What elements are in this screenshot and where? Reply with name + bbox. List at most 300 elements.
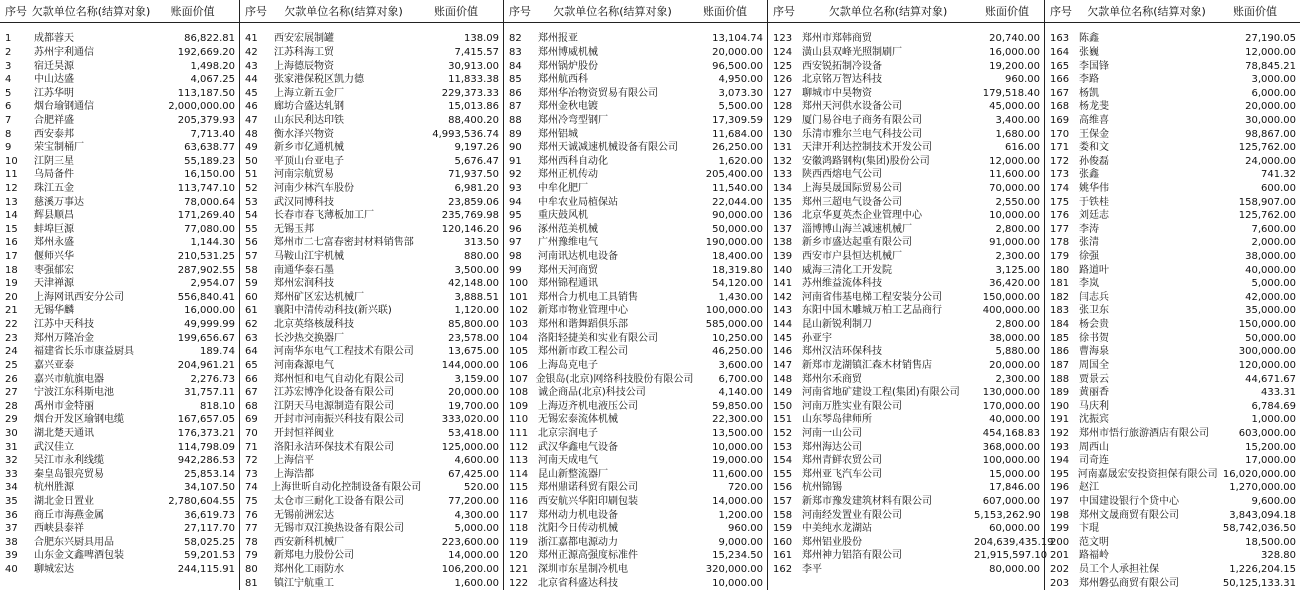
table-body — [1045, 23, 1300, 590]
book-value: 125,762.00 — [1238, 210, 1296, 222]
book-value: 23,578.00 — [448, 332, 499, 344]
table-row — [504, 168, 767, 182]
debtor-name: 苏州维益流体科技 — [802, 278, 882, 290]
book-value: 229,373.33 — [441, 87, 499, 99]
table-row — [240, 32, 503, 46]
debtor-name: 郑州恒和电气自动化有限公司 — [274, 373, 404, 385]
debtor-name: 威海三清化工开发院 — [802, 264, 892, 276]
debtor-name: 天津开利达控制技术开发公司 — [802, 142, 932, 154]
book-value: 4,067.25 — [190, 74, 235, 86]
row-number: 76 — [245, 509, 258, 521]
debtor-name: 山东金文鑫啤酒包装 — [34, 550, 124, 562]
book-value: 13,500.00 — [712, 427, 763, 439]
book-value: 9,000.00 — [718, 536, 763, 548]
row-number: 159 — [773, 523, 793, 535]
table-row — [240, 508, 503, 522]
table-row — [768, 127, 1044, 141]
debtor-name: 郑州鼎诺科贸有限公司 — [538, 482, 638, 494]
table-row — [504, 209, 767, 223]
row-number: 71 — [245, 441, 258, 453]
table-row — [0, 522, 239, 536]
table-row — [768, 32, 1044, 46]
debtor-name: 开封恒祥阀业 — [274, 427, 334, 439]
book-value: 818.10 — [200, 400, 235, 412]
debtor-name: 姚华伟 — [1079, 183, 1109, 194]
row-number: 12 — [5, 183, 18, 194]
table-row — [240, 195, 503, 209]
row-number: 22 — [5, 319, 18, 331]
book-value: 36,420.00 — [989, 278, 1040, 290]
debtor-name: 徐书贺 — [1079, 332, 1109, 344]
book-value: 741.32 — [1261, 169, 1296, 181]
book-value: 22,300.00 — [712, 414, 763, 426]
header-value: 账面价值 — [170, 5, 215, 18]
debtor-name: 涿州范美机械 — [538, 223, 598, 235]
book-value: 53,418.00 — [448, 427, 499, 439]
row-number: 102 — [509, 305, 529, 317]
debtor-name: 蚌埠巨源 — [34, 223, 74, 235]
book-value: 204,961.21 — [177, 359, 235, 371]
debtor-name: 太仓市三耐化工设备有限公司 — [274, 496, 404, 508]
row-number: 154 — [773, 455, 793, 467]
debtor-name: 合肥东兴厨具用品 — [34, 536, 114, 548]
row-number: 65 — [245, 359, 258, 371]
book-value: 17,000.00 — [1245, 455, 1296, 467]
table-row — [1045, 318, 1300, 332]
table-row — [240, 154, 503, 168]
row-number: 161 — [773, 550, 793, 562]
debtor-name: 郑州合力机电工具销售 — [538, 291, 638, 303]
debtor-name: 郑州报亚 — [538, 33, 578, 45]
debtor-name: 襄阳中清传动科技(新兴联) — [274, 305, 392, 317]
book-value: 4,993,536.74 — [432, 128, 499, 140]
row-number: 11 — [5, 169, 18, 181]
table-row — [504, 468, 767, 482]
row-number: 24 — [5, 346, 18, 358]
book-value: 24,000.00 — [1245, 155, 1296, 167]
table-row — [1045, 195, 1300, 209]
debtor-name: 新乡市亿通机械 — [274, 142, 344, 154]
row-number: 35 — [5, 496, 18, 508]
table-row — [768, 73, 1044, 87]
debtor-name: 沈阳今日传动机械 — [538, 523, 618, 535]
row-number: 184 — [1050, 319, 1070, 331]
row-number: 61 — [245, 305, 258, 317]
table-row — [504, 549, 767, 563]
book-value: 20,740.00 — [989, 33, 1040, 45]
header-no: 序号 — [773, 5, 795, 18]
debtor-name: 新郑市物业管理中心 — [538, 305, 628, 317]
row-number: 125 — [773, 60, 793, 72]
book-value: 199,656.67 — [177, 332, 235, 344]
debtor-name: 河南天成电气 — [538, 455, 598, 467]
book-value: 10,000.00 — [712, 441, 763, 453]
book-value: 120,146.20 — [441, 223, 499, 235]
debtor-name: 昆山新整流器厂 — [538, 468, 608, 480]
row-number: 132 — [773, 155, 793, 167]
row-number: 106 — [509, 359, 529, 371]
row-number: 200 — [1050, 536, 1070, 548]
table-row — [240, 46, 503, 60]
debtor-name: 上海迈齐机电液压公司 — [538, 400, 638, 412]
table-row — [1045, 73, 1300, 87]
debtor-name: 深圳市东星制冷机电 — [538, 564, 628, 576]
row-number: 31 — [5, 441, 18, 453]
debtor-name: 周西山 — [1079, 441, 1109, 453]
row-number: 51 — [245, 169, 258, 181]
book-value: 4,600.00 — [454, 455, 499, 467]
debtor-name: 郑州神力铝箔有限公司 — [802, 550, 902, 562]
debtor-name: 无锡市双江换热设备有限公司 — [274, 523, 404, 535]
row-number: 17 — [5, 251, 18, 263]
table-row — [240, 399, 503, 413]
table-row — [0, 250, 239, 264]
table-row — [0, 114, 239, 128]
row-number: 30 — [5, 427, 18, 439]
book-value: 11,600.00 — [712, 468, 763, 480]
debtor-name: 郑州铝业股份 — [802, 536, 862, 548]
debtor-name: 福建省长乐市康益厨具 — [34, 346, 134, 358]
book-value: 1,430.00 — [718, 291, 763, 303]
book-value: 100,000.00 — [705, 305, 763, 317]
debtor-name: 张鑫 — [1079, 169, 1099, 181]
row-number: 3 — [5, 60, 12, 72]
book-value: 150,000.00 — [1238, 319, 1296, 331]
debtor-name: 中山达盛 — [34, 74, 74, 86]
book-value: 113,747.10 — [177, 183, 235, 194]
table-row — [768, 427, 1044, 441]
debtor-name: 禹州市金特丽 — [34, 400, 94, 412]
row-number: 28 — [5, 400, 18, 412]
book-value: 58,742,036.50 — [1222, 523, 1296, 535]
table-row — [240, 277, 503, 291]
column-header — [768, 0, 1044, 23]
row-number: 203 — [1050, 577, 1070, 589]
row-number: 168 — [1050, 101, 1070, 113]
row-number: 46 — [245, 101, 258, 113]
book-value: 190,000.00 — [705, 237, 763, 249]
debtor-name: 徐强 — [1079, 251, 1099, 263]
debtor-name: 杨龙斐 — [1079, 101, 1109, 113]
table-row — [1045, 86, 1300, 100]
row-number: 194 — [1050, 455, 1070, 467]
table-row — [240, 386, 503, 400]
book-value: 287,902.55 — [177, 264, 235, 276]
book-value: 78,845.21 — [1245, 60, 1296, 72]
table-row — [0, 236, 239, 250]
row-number: 144 — [773, 319, 793, 331]
debtor-name: 嘉兴亚泰 — [34, 359, 74, 371]
book-value: 2,000,000.00 — [168, 101, 235, 113]
row-number: 192 — [1050, 427, 1070, 439]
header-name: 欠款单位名称(结算对象) — [284, 5, 403, 18]
debtor-name: 江苏宏博净化设备有限公司 — [274, 387, 394, 399]
debtor-name: 聊城宏达 — [34, 564, 74, 576]
debtor-name: 北京省科盛达科技 — [538, 577, 618, 589]
debtor-name: 上海世昕自动化控制设备有限公司 — [271, 482, 422, 494]
debtor-name: 郑州锦程通讯 — [538, 278, 598, 290]
table-row — [240, 549, 503, 563]
table-row — [1045, 236, 1300, 250]
table-row — [504, 508, 767, 522]
book-value: 6,981.20 — [454, 183, 499, 194]
table-row — [240, 427, 503, 441]
row-number: 21 — [5, 305, 18, 317]
book-value: 1,144.30 — [190, 237, 235, 249]
debtor-name: 新郑市龙湖镇汇森木材销售店 — [802, 359, 932, 371]
header-name: 欠款单位名称(结算对象) — [828, 5, 948, 18]
row-number: 119 — [509, 536, 529, 548]
row-number: 82 — [509, 33, 522, 45]
row-number: 185 — [1050, 332, 1070, 344]
table-row — [504, 114, 767, 128]
book-value: 6,000.00 — [1251, 87, 1296, 99]
table-row — [1045, 59, 1300, 73]
debtor-name: 江苏华明 — [34, 87, 74, 99]
debtor-name: 上海浩都 — [274, 468, 314, 480]
table-row — [1045, 563, 1300, 577]
table-row — [0, 495, 239, 509]
book-value: 106,200.00 — [441, 564, 499, 576]
row-number: 44 — [245, 74, 258, 86]
row-number: 104 — [509, 332, 529, 344]
book-value: 158,907.00 — [1238, 196, 1296, 208]
table-row — [240, 291, 503, 305]
table-row — [504, 536, 767, 550]
debtor-name: 郑州新市政工程公司 — [538, 346, 628, 358]
table-row — [768, 114, 1044, 128]
row-number: 57 — [245, 251, 258, 263]
book-value: 223,600.00 — [441, 536, 499, 548]
book-value: 603,000.00 — [1238, 427, 1296, 439]
debtor-name: 马鞍山江宇机械 — [274, 251, 344, 263]
debtor-name: 开封市河南振兴科技有限公司 — [274, 414, 404, 426]
table-row — [1045, 508, 1300, 522]
row-number: 131 — [773, 142, 793, 154]
table-row — [1045, 386, 1300, 400]
table-row — [240, 127, 503, 141]
table-row — [504, 427, 767, 441]
table-row — [0, 154, 239, 168]
row-number: 188 — [1050, 373, 1070, 385]
debtor-name: 李涛 — [1079, 223, 1099, 235]
debtor-name: 河南一山公司 — [802, 427, 862, 439]
table-column — [240, 0, 504, 590]
table-row — [0, 277, 239, 291]
table-row — [768, 522, 1044, 536]
table-row — [1045, 495, 1300, 509]
debtor-name: 中牟化肥厂 — [538, 183, 588, 194]
book-value: 3,000.00 — [1251, 74, 1296, 86]
table-row — [0, 399, 239, 413]
table-row — [504, 522, 767, 536]
debtor-name: 衡水泽兴物资 — [274, 128, 334, 140]
table-row — [240, 359, 503, 373]
table-row — [0, 454, 239, 468]
book-value: 600.00 — [1261, 183, 1296, 194]
debtor-name: 江苏科海工贸 — [274, 46, 334, 58]
book-value: 2,276.73 — [190, 373, 235, 385]
row-number: 123 — [773, 33, 793, 45]
table-row — [768, 359, 1044, 373]
book-value: 2,780,604.55 — [168, 496, 235, 508]
book-value: 125,762.00 — [1238, 142, 1296, 154]
book-value: 368,000.00 — [982, 441, 1040, 453]
debtor-name: 郑州正源高强度标准件 — [538, 550, 638, 562]
debtor-name: 沈振宾 — [1079, 414, 1109, 426]
book-value: 7,415.57 — [454, 46, 499, 58]
book-value: 10,250.00 — [712, 332, 763, 344]
row-number: 36 — [5, 509, 18, 521]
book-value: 192,669.20 — [177, 46, 235, 58]
book-value: 77,200.00 — [448, 496, 499, 508]
table-row — [768, 399, 1044, 413]
table-row — [1045, 413, 1300, 427]
book-value: 18,319.80 — [712, 264, 763, 276]
debtor-name: 孙亚宇 — [802, 332, 832, 344]
debtor-name: 李路 — [1079, 74, 1099, 86]
debtor-name: 浙江嘉都电源动力 — [538, 536, 618, 548]
table-row — [768, 468, 1044, 482]
table-row — [504, 359, 767, 373]
table-row — [0, 168, 239, 182]
table-row — [504, 182, 767, 196]
table-row — [1045, 399, 1300, 413]
debtor-name: 厦门易谷电子商务有限公司 — [802, 114, 922, 126]
book-value: 114,798.09 — [177, 441, 235, 453]
book-value: 88,400.20 — [448, 114, 499, 126]
row-number: 86 — [509, 87, 522, 99]
table-row — [768, 495, 1044, 509]
header-value: 账面价值 — [434, 5, 478, 18]
table-row — [0, 468, 239, 482]
row-number: 62 — [245, 319, 258, 331]
debtor-name: 河南森源电气 — [274, 359, 334, 371]
book-value: 3,400.00 — [995, 114, 1040, 126]
book-value: 1,498.20 — [190, 60, 235, 72]
table-row — [1045, 154, 1300, 168]
debtor-name: 枣强郁宏 — [34, 264, 74, 276]
book-value: 1,226,204.15 — [1229, 564, 1296, 576]
table-row — [0, 386, 239, 400]
table-row — [240, 495, 503, 509]
book-value: 960.00 — [1005, 74, 1040, 86]
table-row — [504, 141, 767, 155]
row-number: 101 — [509, 291, 529, 303]
book-value: 189.74 — [200, 346, 235, 358]
table-row — [768, 304, 1044, 318]
row-number: 45 — [245, 87, 258, 99]
book-value: 333,020.00 — [441, 414, 499, 426]
debtor-name: 郑州华冶物资贸易有限公司 — [538, 87, 658, 99]
debtor-name: 江苏中天科技 — [34, 319, 94, 331]
debtor-name: 无锡玉邦 — [274, 223, 314, 235]
book-value: 31,757.11 — [184, 387, 235, 399]
book-value: 11,684.00 — [712, 128, 763, 140]
table-row — [240, 331, 503, 345]
table-row — [1045, 46, 1300, 60]
debtor-name: 西安市户县恒达机械厂 — [802, 251, 902, 263]
book-value: 13,104.74 — [712, 33, 763, 45]
debtor-name: 长沙热交换器厂 — [274, 332, 344, 344]
debtor-name: 刘廷志 — [1079, 210, 1109, 222]
row-number: 66 — [245, 373, 258, 385]
header-name: 欠款单位名称(结算对象) — [1087, 5, 1206, 18]
row-number: 85 — [509, 74, 522, 86]
row-number: 173 — [1050, 169, 1070, 181]
book-value: 80,000.00 — [989, 564, 1040, 576]
debtor-name: 东阳中国木雕城万柏工艺品商行 — [802, 305, 942, 317]
debtor-name: 长春市春飞薄板加工厂 — [274, 210, 374, 222]
book-value: 400,000.00 — [982, 305, 1040, 317]
debtor-name: 新郑市豫发建筑材料有限公司 — [802, 496, 932, 508]
book-value: 16,000.00 — [989, 46, 1040, 58]
row-number: 68 — [245, 400, 258, 412]
row-number: 73 — [245, 468, 258, 480]
book-value: 205,379.93 — [177, 114, 235, 126]
book-value: 5,500.00 — [718, 101, 763, 113]
debtor-name: 烟台瑜钢通信 — [34, 101, 94, 113]
book-value: 11,833.38 — [448, 74, 499, 86]
table-row — [240, 263, 503, 277]
row-number: 197 — [1050, 496, 1070, 508]
book-value: 60,000.00 — [989, 523, 1040, 535]
book-value: 70,000.00 — [989, 183, 1040, 194]
row-number: 153 — [773, 441, 793, 453]
debtor-name: 上海岛克电子 — [538, 359, 598, 371]
table-row — [0, 318, 239, 332]
debtor-name: 周国全 — [1079, 359, 1109, 371]
row-number: 8 — [5, 128, 12, 140]
table-body — [0, 23, 239, 576]
table-row — [240, 345, 503, 359]
table-row — [504, 127, 767, 141]
book-value: 25,853.14 — [184, 468, 235, 480]
row-number: 93 — [509, 183, 522, 194]
table-row — [240, 413, 503, 427]
debtor-name: 珠江五金 — [34, 183, 74, 194]
book-value: 320,000.00 — [705, 564, 763, 576]
debtor-name: 安徽鸿路钢构(集团)股份公司 — [802, 155, 930, 167]
book-value: 15,234.50 — [712, 550, 763, 562]
book-value: 2,800.00 — [995, 223, 1040, 235]
debtor-name: 郑州青鲜农贸公司 — [802, 455, 882, 467]
debtor-name: 郑州市悟行旅游酒店有限公司 — [1079, 427, 1209, 439]
table-row — [0, 372, 239, 386]
debtor-name: 上海信平 — [274, 455, 314, 467]
row-number: 90 — [509, 142, 522, 154]
debtor-name: 山东民利达印铁 — [274, 114, 344, 126]
table-row — [504, 454, 767, 468]
row-number: 84 — [509, 60, 522, 72]
row-number: 18 — [5, 264, 18, 276]
book-value: 36,619.73 — [184, 509, 235, 521]
book-value: 6,700.00 — [718, 373, 763, 385]
debtor-name: 娄和文 — [1079, 142, 1109, 154]
debtor-name: 河南嘉晟宏安投资担保有限公司 — [1077, 468, 1218, 480]
row-number: 128 — [773, 101, 793, 113]
book-value: 59,850.00 — [712, 400, 763, 412]
table-row — [0, 563, 239, 577]
row-number: 118 — [509, 523, 529, 535]
table-column — [768, 0, 1054, 590]
table-row — [240, 236, 503, 250]
debtor-name: 李国锋 — [1079, 60, 1109, 72]
debtor-name: 烟台开发区瑜钢电缆 — [34, 414, 124, 426]
row-number: 75 — [245, 496, 258, 508]
row-number: 5 — [5, 87, 12, 99]
header-name: 欠款单位名称(结算对象) — [31, 5, 151, 18]
